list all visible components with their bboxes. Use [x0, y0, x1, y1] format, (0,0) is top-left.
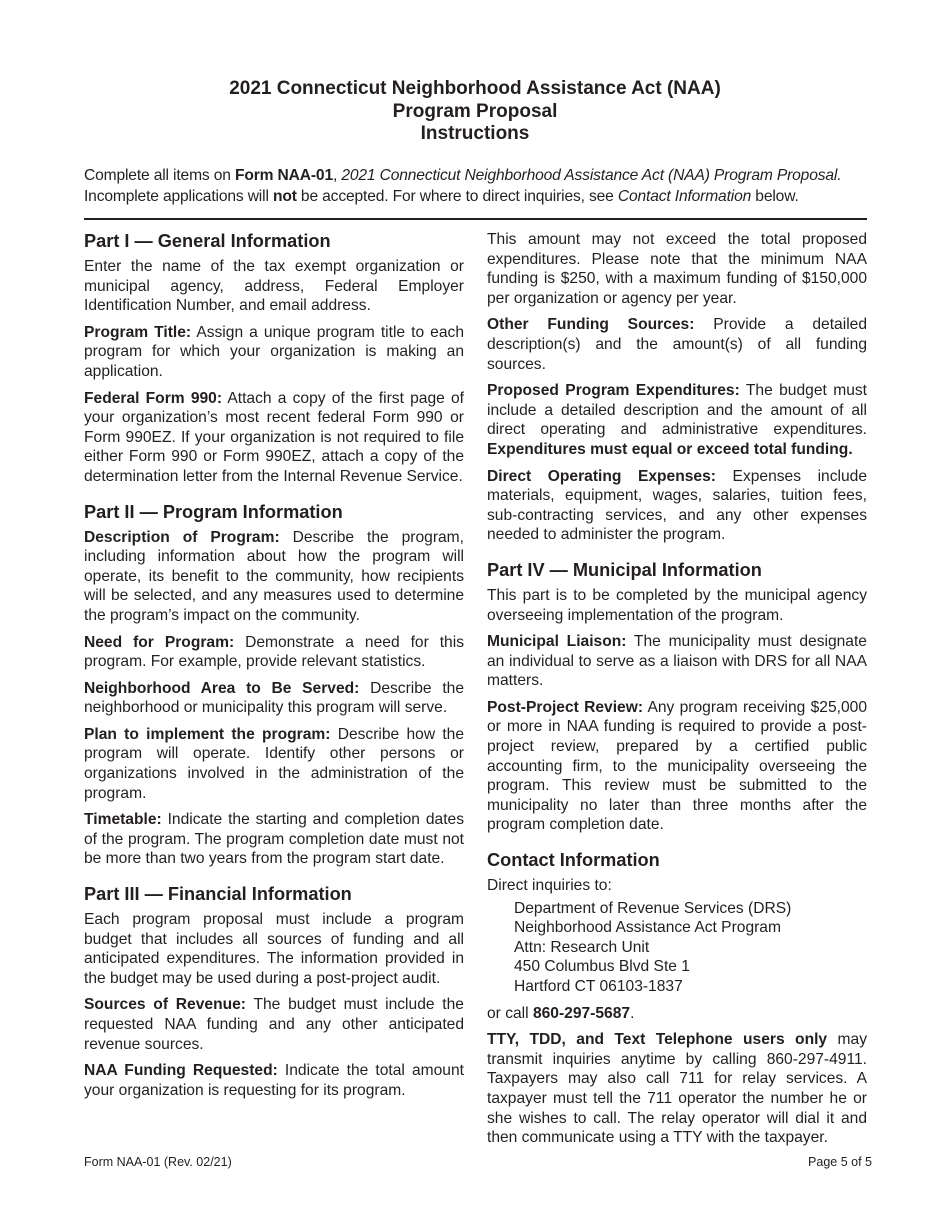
sources-paragraph: Sources of Revenue: The budget must include the requested NAA funding and any other anticipated revenue sources. [84, 996, 464, 1053]
title-line-3: Instructions [420, 123, 530, 144]
funding-continued-paragraph: This amount may not exceed the total proposed expenditures. Please note that the minimum NAA funding is $250, with a maximum funding of $150,000 per organization or agency per year. [487, 231, 867, 307]
part4-intro: This part is to be completed by the municipal agency overseeing implementation of the program. [487, 586, 867, 624]
footer-form-revision: Form NAA-01 (Rev. 02/21) [84, 1155, 232, 1169]
program-title-paragraph: Program Title: Assign a unique program title to each program for which your organization is making an application. [84, 323, 464, 380]
form-title: 2021 Connecticut Neighborhood Assistance Act (NAA) Program Proposal. [341, 167, 842, 184]
document-title [0, 78, 950, 146]
expenditures-paragraph: Proposed Program Expenditures: The budget must include a detailed description and the amount of all direct operating and administrative expenditures. Expenditures must equal or exceed total funding. [487, 382, 867, 458]
liaison-paragraph: Municipal Liaison: The municipality must designate an individual to serve as a liaison with DRS for all NAA matters. [487, 633, 867, 690]
part1-heading: Part I — General Information [84, 231, 331, 251]
part1-intro: Enter the name of the tax exempt organization or municipal agency, address, Federal Employer Identification Number, and email address. [84, 258, 464, 315]
area-paragraph: Neighborhood Area to Be Served: Describe the neighborhood or municipality this program will serve. [84, 679, 464, 717]
contact-heading: Contact Information [487, 850, 660, 871]
timetable-paragraph: Timetable: Indicate the starting and completion dates of the program. The program completion date must not be more than two years from the program start date. [84, 811, 464, 868]
address-line: 450 Columbus Blvd Ste 1 [514, 958, 690, 976]
plan-paragraph: Plan to implement the program: Describe how the program will operate. Identify other persons or organizations involved in the administration of the program. [84, 725, 464, 802]
mailing-address [514, 899, 867, 997]
header-divider [84, 218, 867, 220]
direct-inquiries: Direct inquiries to: [487, 877, 612, 895]
contact-reference: Contact Information [617, 187, 752, 205]
requested-paragraph: NAA Funding Requested: Indicate the total amount your organization is requesting for its program. [84, 1062, 464, 1099]
phone-number: 860-297-5687 [532, 1004, 631, 1022]
address-line: Attn: Research Unit [514, 938, 650, 956]
form990-paragraph: Federal Form 990: Attach a copy of the first page of your organization’s most recent federal Form 990 or Form 990EZ. If your organization is not required to file either Form 990 or Form 990EZ, attach a copy of the determination letter from the Internal Revenue Service. [84, 389, 464, 485]
address-line: Hartford CT 06103-1837 [514, 978, 683, 995]
review-paragraph: Post-Project Review: Any program receiving $25,000 or more in NAA funding is required to provide a post-project review, prepared by a certified public accounting firm, to the municipality overseeing the program. This review must be submitted to the municipality no later than three months after the program completion date. [487, 698, 867, 834]
direct-expenses-paragraph: Direct Operating Expenses: Expenses include materials, equipment, wages, salaries, tuition fees, sub-contracting services, and any other expenses needed to administer the program. [487, 467, 867, 544]
address-line: Neighborhood Assistance Act Program [514, 919, 781, 937]
tty-paragraph: TTY, TDD, and Text Telephone users only may transmit inquiries anytime by calling 860-297-4911. Taxpayers may also call 711 for relay services. A taxpayer must tell the 711 operator the number he or she wishes to call. The relay operator will dial it and then communicate using a TTY with the taxpayer. [487, 1031, 867, 1147]
footer-page-number: Page 5 of 5 [808, 1155, 872, 1169]
need-paragraph: Need for Program: Demonstrate a need for this program. For example, provide relevant statistics. [84, 633, 464, 671]
address-line: Department of Revenue Services (DRS) [514, 899, 792, 917]
call-paragraph: or call 860-297-5687. [487, 1004, 635, 1022]
part2-heading: Part II — Program Information [84, 501, 343, 522]
right-column [487, 230, 867, 1155]
title-line-2: Program Proposal [392, 100, 558, 122]
title-line-1: 2021 Connecticut Neighborhood Assistance Act (NAA) [229, 78, 721, 99]
other-funding-paragraph: Other Funding Sources: Provide a detailed description(s) and the amount(s) of all funding sources. [487, 316, 868, 373]
intro-paragraph: Complete all items on Form NAA-01, 2021 Connecticut Neighborhood Assistance Act (NAA) Program Proposal. Incomplete applications will not be accepted. For where to direct inquiries, see Contact Information below. [84, 167, 842, 205]
left-column [84, 230, 464, 1107]
description-paragraph: Description of Program: Describe the program, including information about how the program will operate, its benefit to the community, how recipients will be selected, and any measures used to determine the program’s impact on the community. [84, 528, 465, 624]
part3-intro: Each program proposal must include a program budget that includes all sources of funding and all anticipated expenditures. The information provided in the budget may be used during a post-project audit. [84, 911, 464, 987]
part4-heading: Part IV — Municipal Information [487, 559, 762, 580]
part3-heading: Part III — Financial Information [84, 884, 352, 905]
form-number: Form NAA-01 [234, 167, 333, 184]
